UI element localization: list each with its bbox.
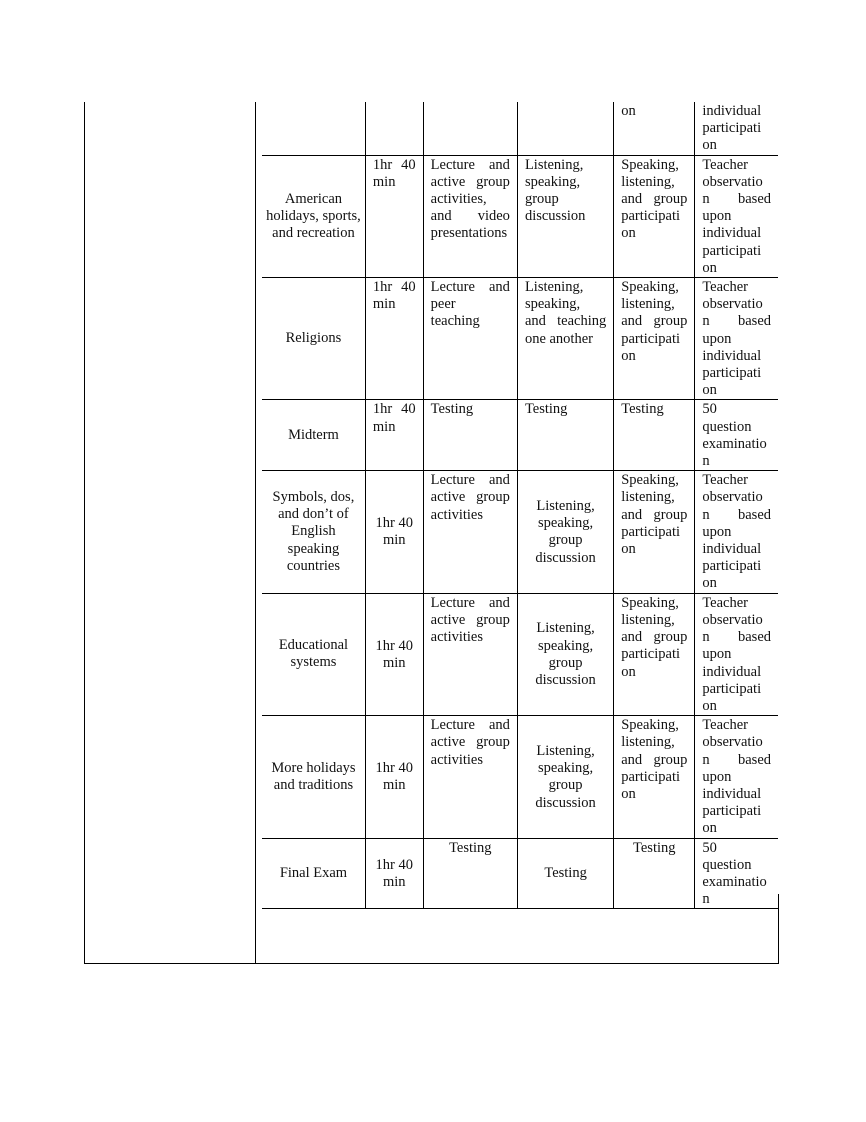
skills-cell xyxy=(614,716,695,838)
assessment-text: upon xyxy=(702,768,732,785)
assessment-text: observatio xyxy=(702,489,763,506)
assessment-text: observatio xyxy=(702,611,763,628)
skills-text: Testing xyxy=(633,839,676,856)
activities-cell xyxy=(517,155,613,277)
assessment-text: n based xyxy=(702,313,771,330)
skills-cell xyxy=(614,471,695,593)
assessment-cell xyxy=(695,400,778,471)
skills-text: and group xyxy=(621,191,688,208)
skills-cell xyxy=(614,102,695,155)
assessment-text: upon xyxy=(702,523,732,540)
assessment-cell xyxy=(695,716,778,838)
activities-text: one another xyxy=(524,330,593,347)
skills-text: Speaking, xyxy=(621,717,679,734)
assessment-text: Teacher xyxy=(702,594,748,611)
activities-cell: Listening, speaking, group discussion xyxy=(517,593,613,715)
activities-text: speaking, xyxy=(524,173,581,190)
table-row xyxy=(262,716,778,838)
skills-text: participati xyxy=(621,330,681,347)
duration-cell: 1hr 40 min xyxy=(365,471,423,593)
method-text: Lecture and xyxy=(430,156,510,173)
assessment-text: participati xyxy=(702,680,762,697)
duration-cell: 1hr 40 min xyxy=(365,593,423,715)
assessment-text: on xyxy=(702,382,717,399)
duration-text: 1hr 40 xyxy=(372,279,416,296)
topic-cell: Final Exam xyxy=(262,838,365,909)
activities-cell: Testing xyxy=(517,838,613,909)
assessment-text: participati xyxy=(702,365,762,382)
duration-cell: 1hr 40 min xyxy=(365,716,423,838)
skills-text: listening, xyxy=(621,611,675,628)
table-row xyxy=(262,471,778,593)
assessment-text: n based xyxy=(702,191,771,208)
skills-cell xyxy=(614,155,695,277)
duration-text: min xyxy=(372,296,396,313)
method-text: activities xyxy=(430,629,484,646)
assessment-text: n based xyxy=(702,506,771,523)
topic-cell: American holidays, sports, and recreation xyxy=(262,155,365,277)
assessment-text: individual xyxy=(702,663,762,680)
assessment-text: n based xyxy=(702,629,771,646)
table-row xyxy=(262,155,778,277)
duration-text: min xyxy=(372,418,396,435)
skills-text: on xyxy=(621,225,636,242)
topic-cell: Educational systems xyxy=(262,593,365,715)
topic-cell: More holidays and traditions xyxy=(262,716,365,838)
assessment-text: Teacher xyxy=(702,156,748,173)
skills-text: and group xyxy=(621,629,688,646)
frame-right-border xyxy=(778,894,779,964)
assessment-text: on xyxy=(702,820,717,837)
activities-text: Listening, xyxy=(524,279,584,296)
assessment-text: on xyxy=(702,137,717,154)
assessment-text: n based xyxy=(702,751,771,768)
method-text: and video xyxy=(430,208,510,225)
assessment-text: participati xyxy=(702,803,762,820)
method-text: presentations xyxy=(430,225,508,242)
activities-cell xyxy=(517,278,613,400)
activities-cell xyxy=(517,102,613,155)
assessment-text: Teacher xyxy=(702,279,748,296)
assessment-text: n xyxy=(702,891,710,908)
activities-text: and teaching xyxy=(524,313,607,330)
duration-text: 1hr 40 xyxy=(372,401,416,418)
skills-text: participati xyxy=(621,523,681,540)
skills-text: listening, xyxy=(621,296,675,313)
table-row xyxy=(262,278,778,400)
method-cell xyxy=(423,400,517,471)
assessment-text: individual xyxy=(702,103,762,119)
assessment-text: observatio xyxy=(702,296,763,313)
assessment-cell xyxy=(695,838,778,909)
assessment-text: participati xyxy=(702,242,762,259)
method-cell xyxy=(423,593,517,715)
method-cell xyxy=(423,716,517,838)
frame-bottom-border xyxy=(84,963,779,964)
skills-text: Speaking, xyxy=(621,594,679,611)
method-text: active group xyxy=(430,611,510,628)
assessment-text: 50 xyxy=(702,839,717,856)
assessment-text: on xyxy=(702,575,717,592)
duration-cell: 1hr 40 min xyxy=(365,838,423,909)
topic-cell: Symbols, dos, and don’t of English speaking countries xyxy=(262,471,365,593)
skills-text: participati xyxy=(621,208,681,225)
skills-text: on xyxy=(621,103,636,119)
method-cell xyxy=(423,155,517,277)
skills-text: participati xyxy=(621,768,681,785)
method-text: Lecture and xyxy=(430,279,510,296)
skills-cell xyxy=(614,400,695,471)
skills-text: and group xyxy=(621,751,688,768)
assessment-text: on xyxy=(702,697,717,714)
skills-cell xyxy=(614,278,695,400)
duration-cell xyxy=(365,155,423,277)
method-text: Testing xyxy=(430,401,474,418)
assessment-text: question xyxy=(702,418,752,435)
assessment-cell xyxy=(695,471,778,593)
skills-text: on xyxy=(621,663,636,680)
skills-text: and group xyxy=(621,313,688,330)
skills-text: listening, xyxy=(621,734,675,751)
assessment-text: observatio xyxy=(702,734,763,751)
assessment-text: Teacher xyxy=(702,717,748,734)
assessment-text: 50 xyxy=(702,401,717,418)
duration-cell xyxy=(365,400,423,471)
assessment-cell xyxy=(695,278,778,400)
topic-cell xyxy=(262,102,365,155)
skills-text: participati xyxy=(621,646,681,663)
method-text: Lecture and xyxy=(430,594,510,611)
skills-text: listening, xyxy=(621,173,675,190)
assessment-text: individual xyxy=(702,541,762,558)
assessment-text: upon xyxy=(702,330,732,347)
method-cell xyxy=(423,102,517,155)
assessment-text: upon xyxy=(702,646,732,663)
assessment-cell xyxy=(695,593,778,715)
method-text: teaching xyxy=(430,313,480,330)
activities-cell: Listening, speaking, group discussion xyxy=(517,471,613,593)
activities-cell xyxy=(517,400,613,471)
activities-cell: Listening, speaking, group discussion xyxy=(517,716,613,838)
table-row xyxy=(262,593,778,715)
skills-text: Speaking, xyxy=(621,279,679,296)
skills-text: on xyxy=(621,347,636,364)
activities-text: group xyxy=(524,191,559,208)
table-row xyxy=(262,400,778,471)
assessment-text: on xyxy=(702,259,717,276)
skills-text: and group xyxy=(621,506,688,523)
assessment-cell xyxy=(695,155,778,277)
assessment-cell xyxy=(695,102,778,155)
activities-text: Listening, xyxy=(524,156,584,173)
table-row xyxy=(262,838,778,909)
assessment-text: examinatio xyxy=(702,435,767,452)
assessment-text: individual xyxy=(702,225,762,242)
duration-text: 1hr 40 xyxy=(372,156,416,173)
table-row xyxy=(262,102,778,155)
frame-column-divider xyxy=(255,102,256,964)
method-text: active group xyxy=(430,734,510,751)
method-text: activities xyxy=(430,506,484,523)
assessment-text: individual xyxy=(702,785,762,802)
method-cell: Testing xyxy=(423,838,517,909)
method-text: active group xyxy=(430,489,510,506)
assessment-text: individual xyxy=(702,347,762,364)
assessment-text: observatio xyxy=(702,173,763,190)
duration-cell xyxy=(365,102,423,155)
assessment-text: Teacher xyxy=(702,472,748,489)
skills-text: on xyxy=(621,785,636,802)
duration-text: min xyxy=(372,173,396,190)
duration-cell xyxy=(365,278,423,400)
assessment-text: upon xyxy=(702,208,732,225)
method-text: activities xyxy=(430,751,484,768)
topic-cell: Religions xyxy=(262,278,365,400)
method-cell xyxy=(423,278,517,400)
method-text: peer xyxy=(430,296,456,313)
method-text: active group xyxy=(430,173,510,190)
skills-cell xyxy=(614,838,695,909)
skills-text: on xyxy=(621,541,636,558)
skills-text: listening, xyxy=(621,489,675,506)
skills-text: Speaking, xyxy=(621,472,679,489)
assessment-text: participati xyxy=(702,558,762,575)
assessment-text: participati xyxy=(702,120,762,137)
course-schedule-table xyxy=(262,102,778,909)
activities-text: discussion xyxy=(524,208,586,225)
activities-text: Testing xyxy=(524,401,568,418)
method-cell xyxy=(423,471,517,593)
assessment-text: examinatio xyxy=(702,873,767,890)
skills-text: Testing xyxy=(621,401,664,418)
assessment-text: question xyxy=(702,856,752,873)
assessment-text: n xyxy=(702,453,710,470)
method-text: Lecture and xyxy=(430,717,510,734)
method-text: activities, xyxy=(430,191,487,208)
method-text: Lecture and xyxy=(430,472,510,489)
frame-left-border xyxy=(84,102,85,964)
skills-cell xyxy=(614,593,695,715)
skills-text: Speaking, xyxy=(621,156,679,173)
topic-cell: Midterm xyxy=(262,400,365,471)
activities-text: speaking, xyxy=(524,296,581,313)
